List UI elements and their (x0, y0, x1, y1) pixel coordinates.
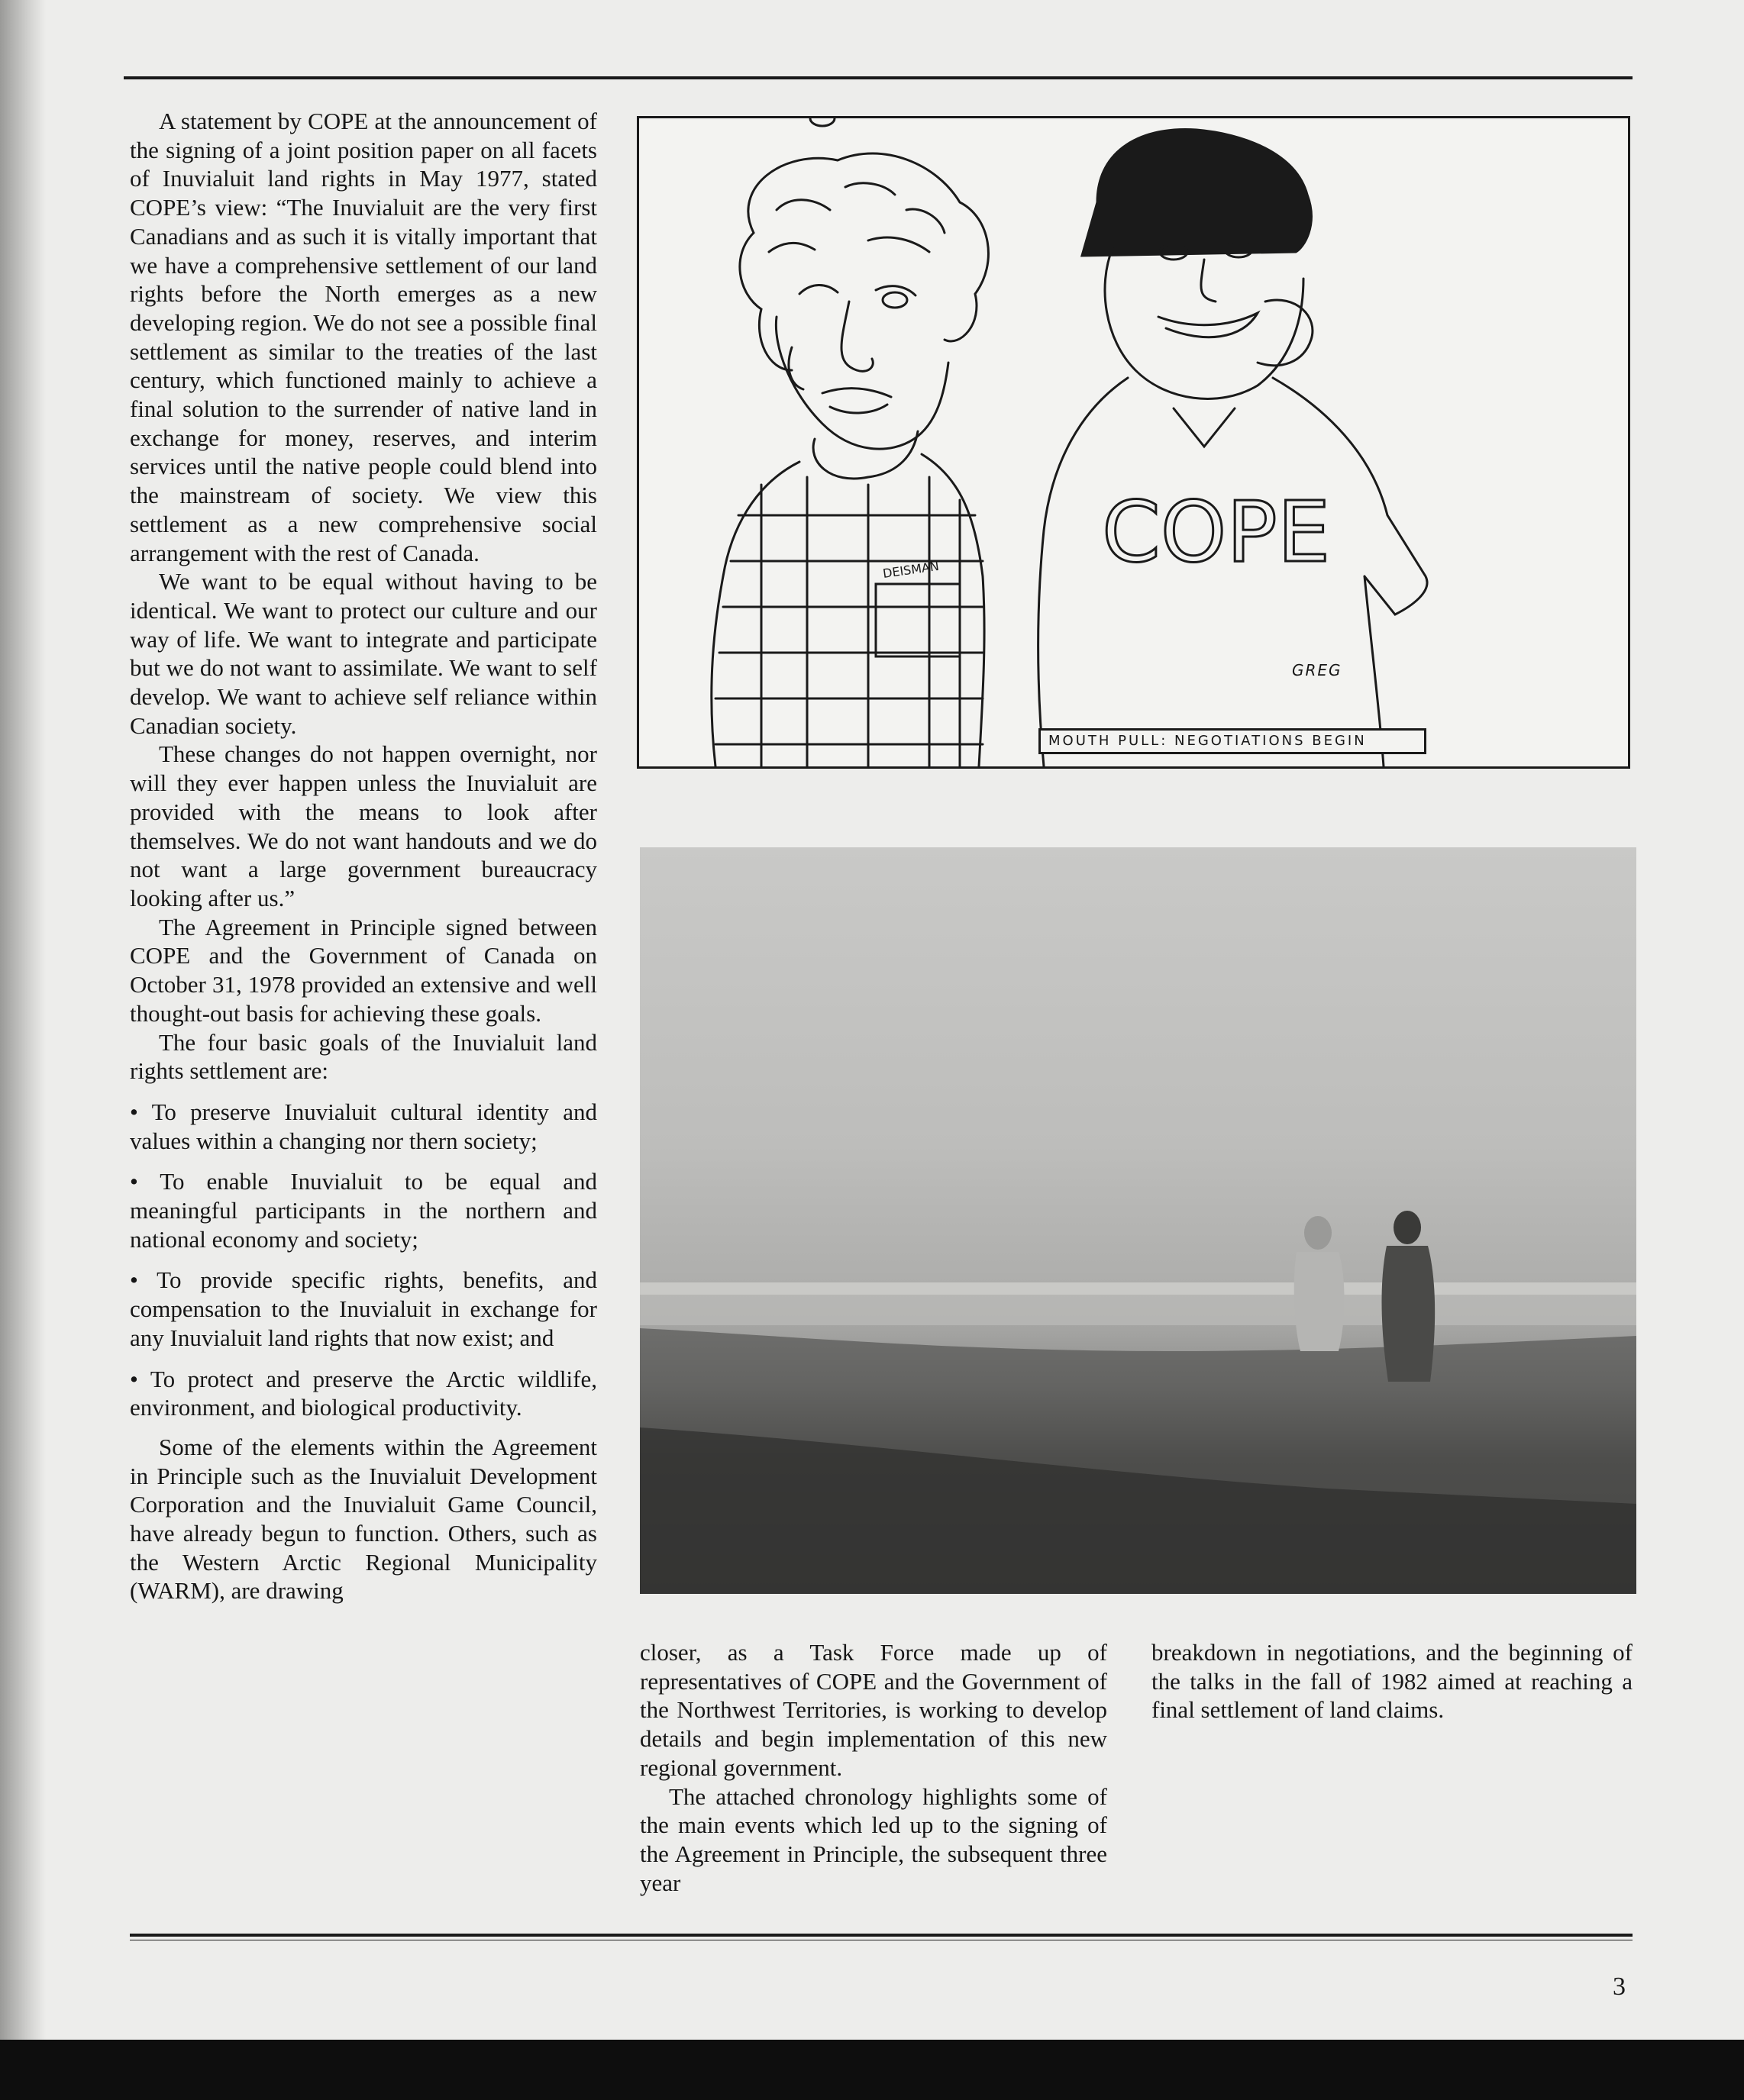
paragraph-equal: We want to be equal without having to be identical. We want to protect our culture and our way of life. We want to integrate and participate but we do not want to assimilate. We want to self develop. We want to achieve self reliance within Canadian society. (130, 568, 597, 739)
paragraph-closer: closer, as a Task Force made up of representatives of COPE and the Government of the Northwest Territories, is working to develop details and begin implementation of this new regional government. (640, 1639, 1107, 1781)
paragraph-cope-statement: A statement by COPE at the announcement of the signing of a joint position paper on all facets of Inuvialuit land rights in May 1977, stated COPE’s view: “The Inuvialuit are the very first Canadians and as such it is vitally important that we have a comprehensive settlement of our land rights before the North emerges as a new developing region. We do not see a possible final settlement as similar to the treaties of the last century, which functioned mainly to achieve a final solution to the surrender of native land in exchange for money, reserves, and interim services until the native people could blend into the mainstream of society. We view this settlement as a new comprehensive social arrangement with the rest of Canada. (130, 108, 597, 566)
paragraph-four-goals: The four basic goals of the Inuvialuit land rights settlement are: (130, 1028, 597, 1085)
cartoon-pocket-text: DEISMAN (881, 558, 940, 581)
goal-bullet-2: • To enable Inuvialuit to be equal and meaningful participants in the northern and national economy and society; (130, 1168, 597, 1253)
person-left (1294, 1216, 1345, 1351)
cartoon-caption: MOUTH PULL: NEGOTIATIONS BEGIN (1038, 728, 1426, 754)
goal-bullet-1: • To preserve Inuvialuit cultural identity and values within a changing nor thern society; (130, 1098, 597, 1154)
cartoonist-signature: GREG (1292, 661, 1342, 679)
paragraph-changes: These changes do not happen overnight, nor will they ever happen unless the Inuvialuit are provided with the means to look after themselves. We do not want handouts and we do not want a large government bureaucracy looking after us.” (130, 740, 597, 911)
photo-scene (640, 847, 1636, 1594)
goal-bullet-4: • To protect and preserve the Arctic wildlife, environment, and biological productivity. (130, 1365, 597, 1421)
page-number: 3 (1613, 1973, 1626, 2001)
column-1 (130, 107, 597, 1605)
person-right (1382, 1211, 1436, 1382)
scan-border (0, 2040, 1744, 2100)
cartoon-shirt-text: COPE (1102, 483, 1331, 581)
bottom-rule (130, 1934, 1633, 1937)
editorial-cartoon (637, 116, 1630, 769)
binding-shadow (0, 0, 46, 2040)
landscape-photo (640, 847, 1636, 1594)
paragraph-elements: Some of the elements within the Agreement in Principle such as the Inuvialuit Development Corporation and the Inuvialuit Game Council, have already begun to function. Others, such as the Western Arctic Regional Municipality (WARM), are drawing (130, 1433, 597, 1605)
goal-bullet-3: • To provide specific rights, benefits, and compensation to the Inuvialuit in exchange for any Inuvialuit land rights that now exist; and (130, 1266, 597, 1351)
paragraph-breakdown: breakdown in negotiations, and the beginning of the talks in the fall of 1982 aimed at reaching a final settlement of land claims. (1151, 1639, 1633, 1724)
top-rule (124, 76, 1633, 79)
column-2 (640, 1638, 1107, 1897)
paragraph-chronology: The attached chronology highlights some of the main events which led up to the signing of the Agreement in Principle, the subsequent three year (640, 1782, 1107, 1896)
cartoon-drawing (639, 118, 1628, 766)
column-3 (1151, 1638, 1633, 1724)
paragraph-agreement: The Agreement in Principle signed between COPE and the Government of Canada on October 31, 1978 provided an extensive and well thought-out basis for achieving these goals. (130, 913, 597, 1027)
